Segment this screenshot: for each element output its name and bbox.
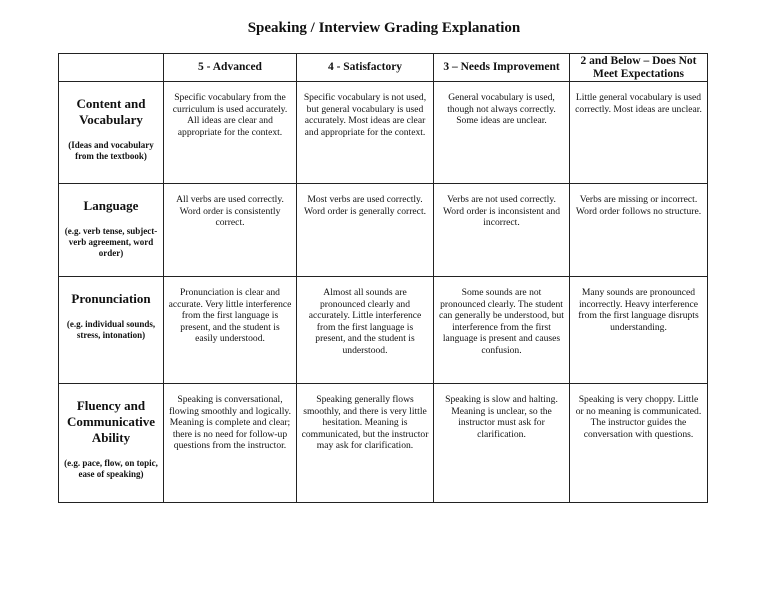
rubric-cell [570, 82, 708, 184]
criterion-row-fluency [59, 384, 708, 503]
criterion-row-language [59, 184, 708, 277]
rubric-cell-text: Verbs are not used correctly. Word order is inconsistent and incorrect. [443, 194, 560, 229]
level-header-below-expectations: 2 and Below – Does Not Meet Expectations [570, 54, 708, 82]
criterion-row-content-vocabulary [59, 82, 708, 184]
rubric-cell [570, 277, 708, 384]
criterion-note: (Ideas and vocabulary from the textbook) [68, 140, 154, 161]
rubric-cell [164, 82, 297, 184]
criterion-name: Pronunciation [71, 291, 151, 306]
rubric-cell [434, 277, 570, 384]
rubric-cell [297, 184, 434, 277]
criterion-cell [59, 82, 164, 184]
criterion-note: (e.g. pace, flow, on topic, ease of speaking) [64, 458, 158, 479]
rubric-cell-text: Specific vocabulary from the curriculum is used accurately. All ideas are clear and appropriate for the context. [172, 92, 288, 138]
rubric-cell [570, 384, 708, 503]
rubric-cell-text: Little general vocabulary is used correctly. Most ideas are unclear. [575, 92, 702, 115]
rubric-cell [434, 184, 570, 277]
rubric-cell-text: Speaking is slow and halting. Meaning is unclear, so the instructor must ask for clarification. [445, 394, 558, 440]
criterion-cell [59, 384, 164, 503]
rubric-cell [297, 82, 434, 184]
rubric-cell-text: Some sounds are not pronounced clearly. The student can generally be understood, but interference from the first language is present and causes confusion. [439, 287, 564, 356]
criterion-row-pronunciation [59, 277, 708, 384]
level-header-needs-improvement: 3 – Needs Improvement [434, 54, 570, 82]
criterion-name: Language [83, 198, 139, 213]
page-title: Speaking / Interview Grading Explanation [247, 20, 521, 36]
criterion-note: (e.g. individual sounds, stress, intonation) [66, 319, 156, 340]
rubric-cell [434, 384, 570, 503]
rubric-cell-text: Pronunciation is clear and accurate. Very little interference from the first language is present, and the student is easily understood. [168, 287, 292, 345]
rubric-cell [297, 277, 434, 384]
rubric-cell [570, 184, 708, 277]
criterion-name: Content and Vocabulary [76, 96, 146, 127]
rubric-cell-text: All verbs are used correctly. Word order is consistently correct. [176, 194, 284, 229]
level-header-satisfactory: 4 - Satisfactory [297, 54, 434, 82]
rubric-cell-text: Specific vocabulary is not used, but general vocabulary is used accurately. Most ideas are clear and appropriate for the context. [303, 92, 427, 138]
rubric-cell-text: Speaking is very choppy. Little or no meaning is communicated. The instructor guides the conversation with questions. [575, 394, 702, 440]
level-header-advanced: 5 - Advanced [164, 54, 297, 82]
rubric-cell-text: Many sounds are pronounced incorrectly. Heavy interference from the first language disrupts understanding. [578, 287, 699, 333]
rubric-cell-text: Almost all sounds are pronounced clearly and accurately. Little interference from the first language is present, and the student is understood. [308, 287, 422, 356]
rubric-cell-text: General vocabulary is used, though not always correctly. Some ideas are unclear. [447, 92, 556, 127]
header-row [59, 54, 708, 82]
rubric-cell-text: Speaking is conversational, flowing smoothly and logically. Meaning is complete and clear; there is no need for follow-up questions from the instructor. [169, 394, 291, 452]
grading-rubric-table [58, 53, 708, 503]
criterion-name: Fluency and Communicative Ability [66, 398, 156, 445]
rubric-cell [164, 277, 297, 384]
rubric-cell [164, 184, 297, 277]
rubric-cell-text: Speaking generally flows smoothly, and there is very little hesitation. Meaning is communicated, but the instructor may ask for clarification. [301, 394, 429, 452]
criterion-cell [59, 277, 164, 384]
criterion-note: (e.g. verb tense, subject-verb agreement, word order) [64, 226, 158, 258]
rubric-cell [297, 384, 434, 503]
rubric-cell [434, 82, 570, 184]
rubric-cell-text: Most verbs are used correctly. Word order is generally correct. [303, 194, 427, 217]
rubric-cell [164, 384, 297, 503]
header-corner-cell [59, 54, 164, 82]
criterion-cell [59, 184, 164, 277]
rubric-cell-text: Verbs are missing or incorrect. Word order follows no structure. [575, 194, 702, 217]
